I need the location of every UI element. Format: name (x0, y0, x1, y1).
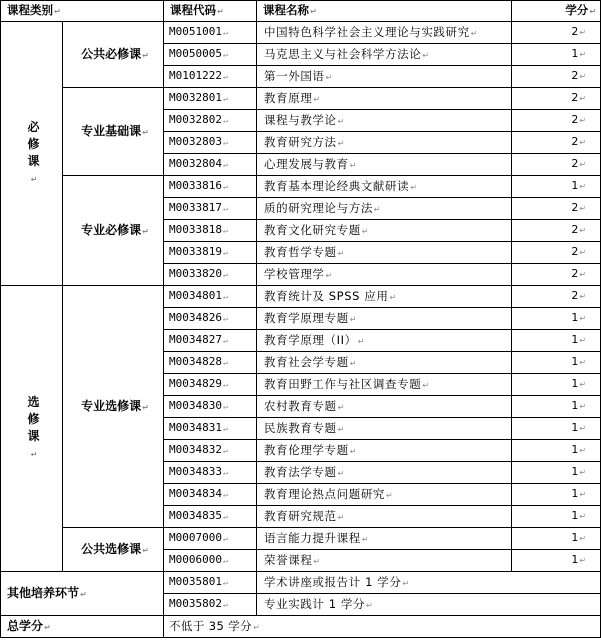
course-credit: 1↵ (512, 352, 601, 374)
course-name: 语言能力提升课程↵ (257, 528, 512, 550)
course-row (1, 176, 601, 198)
other-item-code: M0035802↵ (164, 594, 257, 616)
course-code: M0050005↵ (164, 44, 257, 66)
course-credit: 1↵ (512, 418, 601, 440)
course-credit: 1↵ (512, 528, 601, 550)
course-name: 学校管理学↵ (257, 264, 512, 286)
category-other-training: 其他培养环节↵ (1, 572, 164, 616)
course-credit: 2↵ (512, 88, 601, 110)
other-item-row (1, 572, 601, 594)
course-credit: 2↵ (512, 220, 601, 242)
course-code: M0033818↵ (164, 220, 257, 242)
course-code: M0034801↵ (164, 286, 257, 308)
course-row (1, 88, 601, 110)
course-credit: 2↵ (512, 198, 601, 220)
course-code: M0006000↵ (164, 550, 257, 572)
course-name: 课程与教学论↵ (257, 110, 512, 132)
course-name: 教育社会学专题↵ (257, 352, 512, 374)
course-code: M0032801↵ (164, 88, 257, 110)
course-code: M0007000↵ (164, 528, 257, 550)
course-credit: 2↵ (512, 154, 601, 176)
course-name: 教育法学专题↵ (257, 462, 512, 484)
total-label: 总学分↵ (1, 616, 164, 638)
course-row (1, 22, 601, 44)
course-credit: 1↵ (512, 44, 601, 66)
course-credit: 1↵ (512, 396, 601, 418)
course-code: M0034827↵ (164, 330, 257, 352)
total-value: 不低于 35 学分↵ (164, 616, 601, 638)
course-name: 教育统计及 SPSS 应用↵ (257, 286, 512, 308)
course-credit: 1↵ (512, 506, 601, 528)
course-credit: 1↵ (512, 440, 601, 462)
header-category: 课程类别↵ (1, 1, 164, 22)
course-code: M0034831↵ (164, 418, 257, 440)
course-code: M0034835↵ (164, 506, 257, 528)
course-code: M0051001↵ (164, 22, 257, 44)
course-credit: 2↵ (512, 242, 601, 264)
course-credit: 1↵ (512, 374, 601, 396)
course-code: M0032803↵ (164, 132, 257, 154)
subcategory-public-elective: 公共选修课↵ (63, 528, 164, 572)
category-required (1, 22, 63, 286)
course-name: 质的研究理论与方法↵ (257, 198, 512, 220)
course-name: 民族教育专题↵ (257, 418, 512, 440)
course-code: M0033819↵ (164, 242, 257, 264)
course-code: M0034829↵ (164, 374, 257, 396)
course-code: M0034826↵ (164, 308, 257, 330)
course-credit: 1↵ (512, 176, 601, 198)
course-name: 教育研究方法↵ (257, 132, 512, 154)
course-credit: 2↵ (512, 132, 601, 154)
course-credit: 2↵ (512, 110, 601, 132)
course-name: 教育基本理论经典文献研读↵ (257, 176, 512, 198)
course-name: 第一外国语↵ (257, 66, 512, 88)
course-code: M0101222↵ (164, 66, 257, 88)
course-name: 教育原理↵ (257, 88, 512, 110)
other-item-text: 专业实践计 1 学分↵ (257, 594, 601, 616)
curriculum-table-body (1, 1, 601, 638)
course-code: M0034832↵ (164, 440, 257, 462)
course-code: M0032804↵ (164, 154, 257, 176)
course-credit: 1↵ (512, 484, 601, 506)
vertical-label: 选 修 课 ↵ (27, 395, 40, 459)
course-name: 教育理论热点问题研究↵ (257, 484, 512, 506)
course-code: M0033816↵ (164, 176, 257, 198)
course-credit: 1↵ (512, 550, 601, 572)
vertical-label: 必 修 课 ↵ (27, 120, 40, 184)
course-credit: 1↵ (512, 330, 601, 352)
subcategory-public-required: 公共必修课↵ (63, 22, 164, 88)
course-credit: 2↵ (512, 22, 601, 44)
course-row (1, 286, 601, 308)
course-credit: 2↵ (512, 264, 601, 286)
subcategory-major-basic: 专业基础课↵ (63, 88, 164, 176)
header-code: 课程代码↵ (164, 1, 257, 22)
course-name: 教育哲学专题↵ (257, 242, 512, 264)
course-code: M0034828↵ (164, 352, 257, 374)
course-name: 马克思主义与社会科学方法论↵ (257, 44, 512, 66)
course-name: 荣誉课程↵ (257, 550, 512, 572)
course-name: 教育伦理学专题↵ (257, 440, 512, 462)
course-name: 教育研究规范↵ (257, 506, 512, 528)
course-row (1, 528, 601, 550)
course-name: 心理发展与教育↵ (257, 154, 512, 176)
course-credit: 1↵ (512, 462, 601, 484)
course-code: M0034830↵ (164, 396, 257, 418)
course-code: M0033820↵ (164, 264, 257, 286)
course-credit: 1↵ (512, 308, 601, 330)
course-credit: 2↵ (512, 286, 601, 308)
course-code: M0033817↵ (164, 198, 257, 220)
course-code: M0034833↵ (164, 462, 257, 484)
course-credit: 2↵ (512, 66, 601, 88)
subcategory-major-required: 专业必修课↵ (63, 176, 164, 286)
course-name: 教育文化研究专题↵ (257, 220, 512, 242)
course-name: 教育田野工作与社区调查专题↵ (257, 374, 512, 396)
subcategory-major-elective: 专业选修课↵ (63, 286, 164, 528)
other-item-code: M0035801↵ (164, 572, 257, 594)
course-name: 教育学原理（II）↵ (257, 330, 512, 352)
course-name: 农村教育专题↵ (257, 396, 512, 418)
course-code: M0032802↵ (164, 110, 257, 132)
other-item-text: 学术讲座或报告计 1 学分↵ (257, 572, 601, 594)
total-row (1, 616, 601, 638)
course-name: 中国特色科学社会主义理论与实践研究↵ (257, 22, 512, 44)
category-elective (1, 286, 63, 572)
course-code: M0034834↵ (164, 484, 257, 506)
header-row (1, 1, 601, 22)
header-credit: 学分↵ (512, 1, 601, 22)
course-name: 教育学原理专题↵ (257, 308, 512, 330)
header-name: 课程名称↵ (257, 1, 512, 22)
